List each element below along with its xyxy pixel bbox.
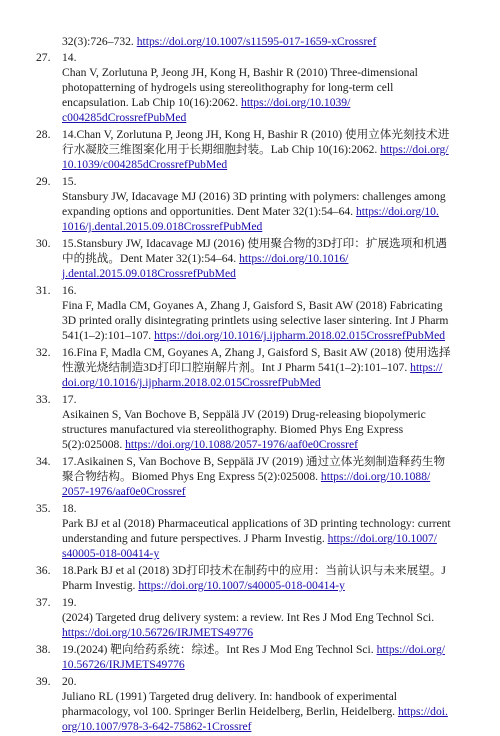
reference-item <box>0 127 500 172</box>
reference-text-line <box>62 95 472 110</box>
doi-link[interactable]: https://doi.org/ <box>380 143 449 156</box>
reference-text: Chan V, Zorlutuna P, Jeong JH, Kong H, Bashir R (2010) Three-dimensional <box>62 66 418 79</box>
reference-number: 37. <box>36 596 51 609</box>
reference-text-line <box>62 189 472 204</box>
reference-text: 14.Chan V, Zorlutuna P, Jeong JH, Kong H, Bashir R (2010) 使用立体光刻技术进 <box>62 128 450 141</box>
reference-text-line <box>62 142 472 157</box>
reference-text-line <box>62 578 472 593</box>
reference-text-line <box>62 484 472 499</box>
reference-text-line <box>62 625 472 640</box>
reference-text-line <box>62 110 472 125</box>
reference-text-line <box>62 469 472 484</box>
doi-link[interactable]: doi.org/10.1016/j.ijpharm.2018.02.015CrossrefPubMed <box>62 376 321 389</box>
reference-text-line <box>62 642 472 657</box>
reference-text: 18. <box>62 502 77 515</box>
reference-number: 31. <box>36 284 51 297</box>
reference-text: 聚合物结构。Biomed Phys Eng Express 5(2):025008. <box>62 470 321 483</box>
reference-body <box>62 283 472 343</box>
reference-text: encapsulation. Lab Chip 10(16):2062. <box>62 96 242 109</box>
reference-body <box>62 392 472 452</box>
reference-item <box>0 642 500 672</box>
reference-number: 28. <box>36 128 51 141</box>
doi-link[interactable]: https://doi.org/10.1039/ <box>241 96 351 109</box>
reference-text-line <box>62 65 472 80</box>
reference-text: 16.Fina F, Madla CM, Goyanes A, Zhang J, Gaisford S, Basit AW (2018) 使用选择 <box>62 346 451 359</box>
reference-text-line <box>62 328 472 343</box>
doi-link[interactable]: s40005-018-00414-y <box>62 547 160 560</box>
reference-text-line <box>62 531 472 546</box>
reference-text-line <box>62 501 472 516</box>
reference-body <box>62 501 472 561</box>
reference-text: structures manufactured via stereolithography. Biomed Phys Eng Express <box>62 423 404 436</box>
reference-body <box>62 236 472 281</box>
reference-text-line <box>62 266 472 281</box>
reference-text-line <box>62 407 472 422</box>
reference-list <box>0 50 500 736</box>
reference-item <box>0 595 500 640</box>
reference-text-line <box>62 174 472 189</box>
doi-link[interactable]: org/10.1007/978-3-642-75862-1Crossref <box>62 720 252 733</box>
reference-text-line <box>62 422 472 437</box>
reference-text-line <box>62 392 472 407</box>
reference-text-line <box>62 34 472 49</box>
reference-text-line <box>62 719 472 734</box>
reference-text: 15.Stansbury JW, Idacavage MJ (2016) 使用聚合物的3D打印：扩展选项和机遇 <box>62 237 448 250</box>
reference-text-line <box>62 563 472 578</box>
reference-text: 15. <box>62 175 77 188</box>
reference-text-line <box>62 204 472 219</box>
reference-item <box>0 392 500 452</box>
reference-number: 35. <box>36 502 51 515</box>
doi-link[interactable]: https://doi.org/10.1088/2057-1976/aaf0e0Crossref <box>125 438 359 451</box>
reference-text-line <box>62 127 472 142</box>
reference-text-line <box>62 689 472 704</box>
doi-link[interactable]: https://doi.org/10.1016/ <box>239 252 349 265</box>
reference-number: 36. <box>36 564 51 577</box>
reference-text: 行水凝胶三维图案化用于长期细胞封装。Lab Chip 10(16):2062. <box>62 143 381 156</box>
reference-text: Pharm Investig. <box>62 579 139 592</box>
doi-link[interactable]: https://doi.org/10.1016/j.ijpharm.2018.02.015CrossrefPubMed <box>154 329 446 342</box>
reference-text-line <box>62 283 472 298</box>
reference-text-line <box>62 298 472 313</box>
reference-text-line <box>62 219 472 234</box>
reference-item <box>0 674 500 734</box>
reference-text-line <box>62 345 472 360</box>
reference-number: 29. <box>36 175 51 188</box>
reference-text: Juliano RL (1991) Targeted drug delivery. In: handbook of experimental <box>62 690 397 703</box>
reference-item <box>0 501 500 561</box>
reference-text: 3D printed orally disintegrating printlets using selective laser sintering. Int J Pharm <box>62 314 449 327</box>
reference-body <box>62 642 472 672</box>
reference-text: 19.(2024) 靶向给药系统：综述。Int Res J Mod Eng Technol Sci. <box>62 643 377 656</box>
doi-link[interactable]: https://doi.org/10.56726/IRJMETS49776 <box>62 626 254 639</box>
reference-body <box>62 454 472 499</box>
reference-text: expanding options and opportunities. Dent Mater 32(1):54–64. <box>62 205 356 218</box>
doi-link[interactable]: c004285dCrossrefPubMed <box>62 111 187 124</box>
reference-text: 20. <box>62 675 77 688</box>
reference-text-line <box>62 313 472 328</box>
reference-text: 16. <box>62 284 77 297</box>
reference-text-line <box>62 546 472 561</box>
doi-link[interactable]: https://doi.org/10.1007/s11595-017-1659-xCrossref <box>136 35 377 48</box>
reference-body <box>62 127 472 172</box>
reference-body <box>62 345 472 390</box>
reference-text-line <box>62 360 472 375</box>
doi-link[interactable]: https://doi.org/10.1007/ <box>327 532 437 545</box>
reference-text: Stansbury JW, Idacavage MJ (2016) 3D printing with polymers: challenges among <box>62 190 446 203</box>
reference-text: (2024) Targeted drug delivery system: a review. Int Res J Mod Eng Technol Sci. <box>62 611 435 624</box>
reference-text: 性激光烧结制造3D打印口腔崩解片剂。Int J Pharm 541(1–2):101–107. <box>62 361 411 374</box>
reference-text: 18.Park BJ et al (2018) 3D打印技术在制药中的应用：当前认识与未来展望。J <box>62 564 446 577</box>
reference-text: pharmacology, vol 100. Springer Berlin Heidelberg, Berlin, Heidelberg. <box>62 705 398 718</box>
doi-link[interactable]: https://doi.org/10.1088/ <box>320 470 431 483</box>
reference-text-line <box>62 375 472 390</box>
reference-text: 17.Asikainen S, Van Bochove B, Seppälä JV (2019) 通过立体光刻制造释药生物 <box>62 455 446 468</box>
reference-number: 34. <box>36 455 51 468</box>
reference-number: 32. <box>36 346 51 359</box>
reference-number: 27. <box>36 51 51 64</box>
reference-text: 14. <box>62 51 77 64</box>
reference-text-line <box>62 674 472 689</box>
reference-item <box>0 50 500 125</box>
doi-link[interactable]: 2057-1976/aaf0e0Crossref <box>62 485 186 498</box>
reference-text: Park BJ et al (2018) Pharmaceutical applications of 3D printing technology: current <box>62 517 451 530</box>
reference-item <box>0 236 500 281</box>
continuation-line <box>62 34 472 49</box>
reference-text-line <box>62 437 472 452</box>
doi-link[interactable]: 10.1039/c004285dCrossrefPubMed <box>62 158 228 171</box>
reference-text: 中的挑战。Dent Mater 32(1):54–64. <box>62 252 240 265</box>
doi-link[interactable]: https://doi. <box>397 705 448 718</box>
reference-text: understanding and future perspectives. J Pharm Investig. <box>62 532 328 545</box>
doi-link[interactable]: 1016/j.dental.2015.09.018CrossrefPubMed <box>62 220 263 233</box>
reference-text: Asikainen S, Van Bochove B, Seppälä JV (2019) Drug-releasing biopolymeric <box>62 408 426 421</box>
doi-link[interactable]: https://doi.org/10.1007/s40005-018-00414-y <box>138 579 345 592</box>
reference-text: 541(1–2):101–107. <box>62 329 155 342</box>
reference-body <box>62 174 472 234</box>
reference-text-line <box>62 80 472 95</box>
reference-text-line <box>62 610 472 625</box>
reference-body <box>62 50 472 125</box>
doi-link[interactable]: j.dental.2015.09.018CrossrefPubMed <box>62 267 236 280</box>
reference-item <box>0 454 500 499</box>
reference-text-line <box>62 704 472 719</box>
reference-text-line <box>62 157 472 172</box>
reference-text: photopatterning of hydrogels using stereolithography for long-term cell <box>62 81 394 94</box>
reference-text: 5(2):025008. <box>62 438 126 451</box>
reference-item <box>0 563 500 593</box>
reference-body <box>62 674 472 734</box>
reference-item <box>0 283 500 343</box>
reference-body <box>62 563 472 593</box>
reference-text: 17. <box>62 393 77 406</box>
reference-number: 38. <box>36 643 51 656</box>
reference-item <box>0 174 500 234</box>
reference-text-line <box>62 454 472 469</box>
doi-link[interactable]: 10.56726/IRJMETS49776 <box>62 658 185 671</box>
reference-text-line <box>62 516 472 531</box>
reference-text-line <box>62 595 472 610</box>
reference-number: 39. <box>36 675 51 688</box>
doi-link[interactable]: https:// <box>410 361 443 374</box>
reference-item <box>0 345 500 390</box>
reference-text-line <box>62 657 472 672</box>
reference-text: 19. <box>62 596 77 609</box>
reference-text-line <box>62 50 472 65</box>
reference-text-line <box>62 236 472 251</box>
reference-body <box>62 595 472 640</box>
doi-link[interactable]: https://doi.org/ <box>376 643 445 656</box>
reference-number: 33. <box>36 393 51 406</box>
reference-number: 30. <box>36 237 51 250</box>
doi-link[interactable]: https://doi.org/10. <box>355 205 439 218</box>
reference-text-line <box>62 251 472 266</box>
reference-text: 32(3):726–732. <box>62 35 137 48</box>
reference-text: Fina F, Madla CM, Goyanes A, Zhang J, Gaisford S, Basit AW (2018) Fabricating <box>62 299 443 312</box>
